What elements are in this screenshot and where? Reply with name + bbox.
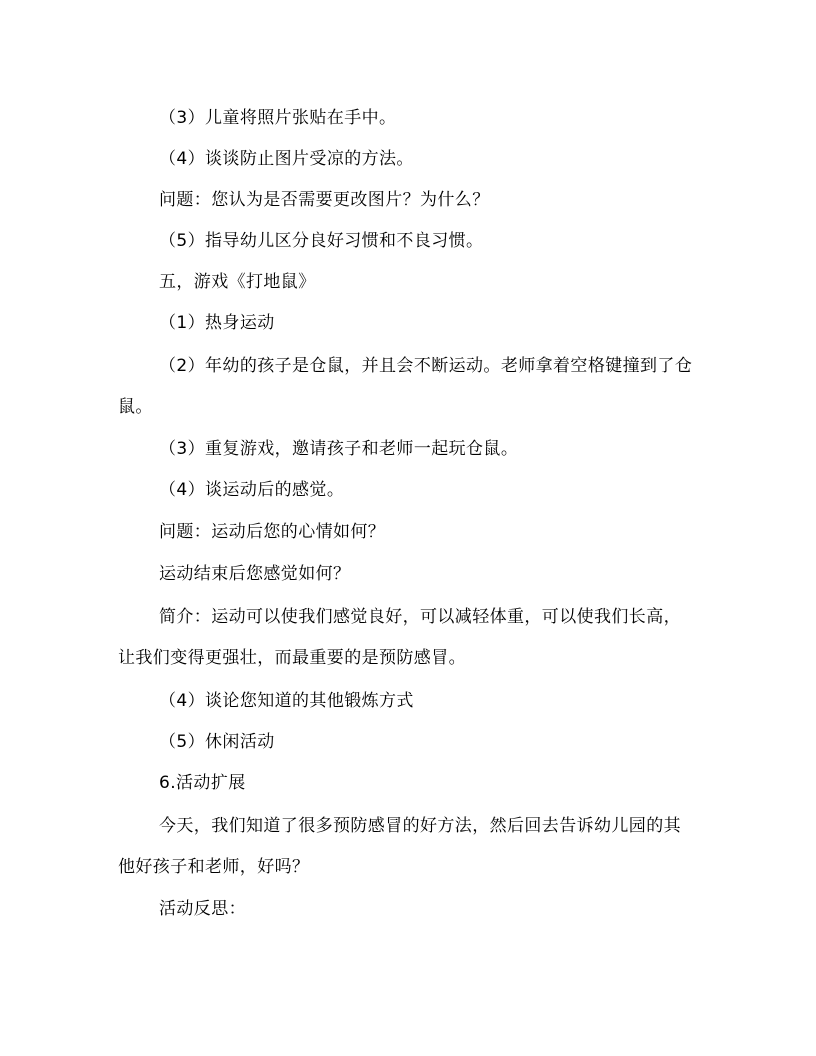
paragraph-intro: 简介：运动可以使我们感觉良好，可以减轻体重，可以使我们长高，让我们变得更强壮，而最重要的是预防感冒。 [118,607,681,668]
section-heading: 6.活动扩展 [159,773,246,793]
text-line: （5）休闲活动 [159,732,275,752]
text-line: （4）谈谈防止图片受凉的方法。 [159,149,414,169]
text-line: （4）谈运动后的感觉。 [159,480,345,500]
text-line: 问题：您认为是否需要更改图片？为什么？ [159,190,490,210]
text-line: （3）儿童将照片张贴在手中。 [159,108,397,128]
paragraph-hamster: （2）年幼的孩子是仓鼠，并且会不断运动。老师拿着空格键撞到了仓鼠。 [118,356,693,417]
section-heading: 五，游戏《打地鼠》 [159,272,316,292]
text-line: （4）谈论您知道的其他锻炼方式 [159,691,414,711]
text-line: （5）指导幼儿区分良好习惯和不良习惯。 [159,231,484,251]
reflection-heading: 活动反思： [159,899,246,919]
paragraph-today: 今天，我们知道了很多预防感冒的好方法，然后回去告诉幼儿园的其他好孩子和老师，好吗？ [118,816,681,877]
text-line: （1）热身运动 [159,313,275,333]
text-line: 运动结束后您感觉如何？ [159,564,351,584]
text-line: 问题：运动后您的心情如何？ [159,522,386,542]
text-line: （3）重复游戏，邀请孩子和老师一起玩仓鼠。 [159,439,519,459]
